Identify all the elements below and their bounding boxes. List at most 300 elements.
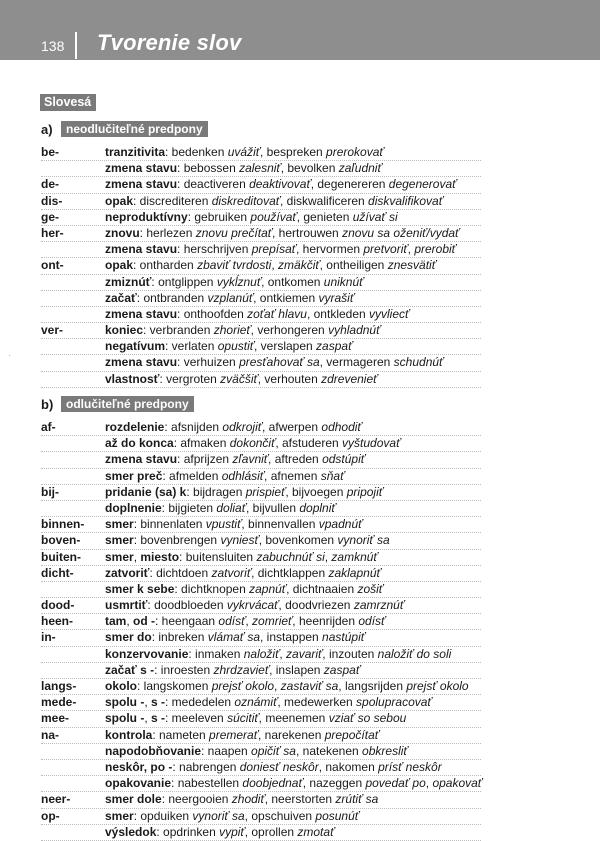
entry-translation: zavariť [286,646,323,661]
entry-word: , inzouten [322,646,378,661]
entry-translation: zamknúť [331,549,378,564]
entry-translation: pripojiť [346,484,383,499]
entry-word: : doodbloeden [147,598,227,613]
entry-translation: premerať [209,727,258,742]
entry-term: zmena stavu [105,355,178,370]
entry-word: : afmelden [162,468,222,483]
entry-text [105,614,385,629]
entry-text [105,226,459,241]
entry-translation: prepísať [251,242,297,257]
entry-term: zmiznúť [105,274,152,289]
entry-prefix: ver- [41,323,64,338]
entry-word: : ontbranden [136,290,208,305]
entry-term: opak [105,193,134,208]
entry-term: s - [151,695,166,710]
entry-text [105,744,408,759]
entry-term: neskôr, po - [105,759,173,774]
entry-prefix: boven- [41,533,81,548]
entry-text [105,161,382,176]
entry-row [41,630,481,646]
entry-text [105,323,380,338]
entry-word: , nazeggen [302,776,366,791]
entry-translation: vynoriť sa [192,808,245,823]
entry-term: znovu [105,225,140,240]
entry-term: začať s - [105,662,155,677]
entry-term: smer [105,549,134,564]
subsection-a-label: neodlučiteľné predpony [61,121,208,137]
entry-text [105,809,359,824]
entry-term: zmena stavu [105,177,178,192]
entry-word: : dichtdoen [149,565,212,580]
entry-prefix: de- [41,177,59,192]
entry-translation: sňať [320,468,345,483]
entry-word: , [133,549,141,564]
entry-word: : bebossen [177,161,240,176]
entry-translation: odhodiť [321,420,362,434]
entry-term: negatívum [105,339,166,354]
entry-word: : opduiken [133,808,193,823]
entry-translation: vyštudovať [342,436,401,451]
entry-term: zmena stavu [105,306,178,321]
entry-translation: vykrvácať [226,598,279,613]
entry-translation: vyrašiť [318,290,355,305]
entry-term: až do konca [105,436,174,451]
entry-text [105,469,344,484]
entry-translation: naložiť [243,646,280,661]
entry-translation: oznámiť [234,695,278,710]
entry-word: : inbreken [151,630,208,645]
subsection-b-letter: b) [41,397,54,412]
entry-text [105,307,409,322]
entry-word: , vermageren [319,355,394,370]
entry-translation: prerokovať [326,145,384,159]
entry-translation: súcitiť [227,711,259,726]
entry-prefix: bij- [41,484,59,499]
entry-text [105,582,383,597]
entry-row [41,242,481,258]
entry-text [105,598,404,613]
entry-term: miesto [140,549,180,564]
entry-row [41,355,481,371]
entry-word: , bijvoegen [285,484,347,499]
entry-word: , binnenvallen [241,517,319,532]
entry-row [41,226,481,242]
entry-text [105,517,362,532]
entry-word: : onthoofden [177,306,248,321]
entry-row [41,711,481,727]
entry-word: , [425,776,433,791]
page-number: 138 [41,38,65,54]
entry-word: : neergooien [161,792,232,807]
entries-list-b [41,420,481,841]
entry-row [41,372,481,388]
entry-word: , medewerken [277,695,357,710]
entry-word: : nameten [152,727,210,742]
entry-text [105,485,383,500]
entry-row [41,485,481,501]
entry-translation: zapnúť [249,581,287,596]
entry-word: , opschuiven [244,808,316,823]
entry-translation: zaľudniť [338,161,382,176]
entry-word: : bedenken [165,145,228,159]
entry-word: : meeleven [165,711,228,726]
entry-word: , bijvullen [245,500,300,515]
entry-prefix: mede- [41,695,77,710]
entry-word: , dichtklappen [251,565,329,580]
entry-translation: povedať po [365,776,426,791]
entry-word: : dichtknopen [174,581,250,596]
entry-translation: vynoriť sa [337,533,390,548]
entry-translation: znovu sa oženiť/vydať [342,225,460,240]
entry-word: : langskomen [137,679,212,693]
entry-term: smer [105,517,134,532]
entry-translation: prerobiť [414,242,456,257]
entry-text [105,452,365,467]
entry-text [105,177,456,192]
entry-text [105,647,451,662]
entry-prefix: op- [41,808,60,823]
entry-translation: doplniť [299,500,336,515]
entry-term: vlastnosť [105,371,160,386]
entries-list-a [41,145,481,388]
entry-word: , natekenen [295,743,363,758]
entry-word: , dichtnaaien [286,581,358,596]
entry-translation: prispieť [245,484,286,499]
entry-prefix: be- [41,145,59,159]
entry-translation: prejsť okolo [211,679,274,693]
entry-word: : vergroten [159,371,221,386]
entry-word: : nabestellen [171,776,243,791]
entry-row [41,161,481,177]
entry-text [105,760,442,775]
entry-prefix: na- [41,727,59,742]
entry-word: , doodvriezen [278,598,354,613]
entry-row [41,550,481,566]
entry-translation: znovu prečítať [195,225,273,240]
entry-text [105,291,354,306]
entry-row [41,533,481,549]
entry-prefix: in- [41,630,56,645]
entry-row [41,614,481,630]
entry-word: : heengaan [155,614,219,629]
entry-text [105,695,432,710]
entry-word: , aftreden [268,452,323,467]
entry-translation: odkrojiť [222,420,263,434]
entry-word: : afsnijden [164,420,223,434]
entry-word: , ontkomen [261,274,324,289]
entry-prefix: ge- [41,209,59,224]
entry-row [41,469,481,485]
entry-word: , inslapen [269,662,324,677]
entry-word: , hervormen [296,242,364,257]
entry-prefix: af- [41,420,56,434]
entry-text [105,550,378,565]
entry-translation: zhodiť [231,792,265,807]
entry-word: , bespreken [260,145,327,159]
entry-word: , ontkleden [306,306,370,321]
entry-word: : mededelen [165,695,235,710]
entry-row [41,436,481,452]
entry-word: : verlaten [165,339,218,354]
entry-row [41,825,481,841]
entry-word: , meenemen [258,711,329,726]
entry-row [41,210,481,226]
entry-term: zmena stavu [105,161,178,176]
entry-word: : ontharden [133,258,198,273]
entry-translation: zošiť [357,581,384,596]
entry-word: , bovenkomen [258,533,338,548]
entry-word: , narekenen [257,727,325,742]
entry-term: rozdelenie [105,420,165,434]
entry-term: s - [151,711,166,726]
entry-translation: odhlásiť [221,468,265,483]
entry-term: doplnenie [105,500,162,515]
entry-translation: zdrevenieť [321,371,378,386]
entry-term: od - [133,614,156,629]
entry-translation: prejsť okolo [406,679,469,693]
entry-translation: presťahovať sa [239,355,320,370]
entry-word: , diskwalificeren [280,193,369,208]
entry-term: smer preč [105,468,163,483]
entry-term: smer [105,808,134,823]
entry-translation: posunúť [315,808,360,823]
entry-word: , [144,711,151,726]
entry-text [105,630,365,645]
entry-term: opak [105,258,134,273]
entry-word: , afwerpen [262,420,322,434]
entry-prefix: ont- [41,258,64,273]
entry-text [105,792,378,807]
entry-translation: opičiť sa [251,743,296,758]
entry-word: : gebruiken [187,209,251,224]
entry-row [41,744,481,760]
entry-translation: doobjednať [242,776,303,791]
page-header [0,0,600,60]
entry-text [105,711,406,726]
entry-row [41,275,481,291]
entry-text [105,825,334,840]
entry-row [41,177,481,193]
entry-translation: opustiť [217,339,254,354]
entry-word: : buitensluiten [179,549,257,564]
entry-word: , [144,695,151,710]
section-label: Slovesá [40,94,96,111]
entry-word: , heenrijden [292,614,359,629]
entry-row [41,792,481,808]
entry-word: : inmaken [188,646,244,661]
entry-translation: schudnúť [393,355,444,370]
entry-word: , verhouten [257,371,322,386]
entry-row [41,695,481,711]
entry-prefix: binnen- [41,517,85,532]
entry-translation: degenerovať [388,177,457,192]
entry-translation: vyvliecť [369,306,410,321]
entry-word: : afmaken [173,436,230,451]
entry-text [105,436,400,451]
entry-translation: zľavniť [232,452,269,467]
entry-text [105,210,398,225]
entry-term: zmena stavu [105,242,178,257]
entry-word: : herschrijven [177,242,252,257]
entry-word: , [279,646,287,661]
entry-translation: uvážiť [227,145,260,159]
entry-word: : nabrengen [172,759,240,774]
entry-translation: obkresliť [362,743,408,758]
subsection-b-label: odlučiteľné predpony [61,396,194,412]
subsection-a-letter: a) [41,122,53,137]
entry-translation: zväčšiť [220,371,258,386]
entry-word: : ontglippen [151,274,217,289]
entry-term: tam [105,614,127,629]
entry-text [105,663,360,678]
entry-word: , verslapen [254,339,317,354]
entry-row [41,307,481,323]
entry-term: spolu - [105,711,145,726]
entry-translation: vyhladnúť [328,323,381,338]
entry-prefix: neer- [41,792,71,807]
entry-translation: prísť neskôr [378,759,442,774]
entry-translation: zaspať [323,662,361,677]
entry-term: zatvoriť [105,565,150,580]
entry-text [105,258,436,273]
entry-word: , genieten [296,209,353,224]
entry-term: usmrtiť [105,598,148,613]
entry-text [105,194,443,209]
entry-term: smer do [105,630,152,645]
entry-word: , bevolken [280,161,339,176]
entry-text [105,339,352,354]
entry-translation: vziať so sebou [328,711,407,726]
entry-text [105,372,377,387]
entry-translation: doliať [216,500,246,515]
entry-row [41,598,481,614]
entry-word: , ontheiligen [319,258,388,273]
entry-term: výsledok [105,824,157,839]
entry-translation: uniknúť [323,274,364,289]
page-title: Tvorenie slov [97,30,242,55]
entry-translation: vypiť [219,824,245,839]
entry-word: : bovenbrengen [133,533,221,548]
entry-term: napodobňovanie [105,743,201,758]
entry-translation: vlámať sa [207,630,260,645]
entry-translation: zabuchnúť si [256,549,325,564]
entry-word: , afstuderen [275,436,343,451]
entry-row [41,679,481,695]
entry-term: opakovanie [105,776,172,791]
entry-row [41,420,481,436]
entry-row [41,258,481,274]
entry-term: začať [105,290,137,305]
entry-term: okolo [105,679,137,693]
entry-word: , [126,614,134,629]
entry-term: spolu - [105,695,145,710]
header-divider [75,32,77,59]
entry-word: , instappen [260,630,323,645]
entry-translation: vykĺznuť [216,274,262,289]
entry-translation: zastaviť sa [280,679,339,693]
entry-row [41,339,481,355]
entry-translation: vpustiť [205,517,242,532]
entry-translation: spolupracovať [356,695,432,710]
entry-row [41,291,481,307]
entry-word: , neerstorten [264,792,336,807]
entry-word: : verhuizen [177,355,240,370]
entry-text [105,420,362,435]
entry-translation: zamrznúť [353,598,405,613]
entry-word: : bijgieten [161,500,217,515]
margin-mark: · [8,350,12,361]
entry-text [105,566,381,581]
entry-word: , hertrouwen [272,225,343,240]
entry-term: tranzitivita [105,145,166,159]
entry-word: , langsrijden [338,679,407,693]
entry-translation: nastúpiť [322,630,365,645]
entry-translation: deaktivovať [249,177,311,192]
entry-word: , afnemen [264,468,321,483]
entry-word: : inroesten [154,662,214,677]
entry-word: : herlezen [139,225,196,240]
entry-text [105,242,456,257]
entry-word: : binnenlaten [133,517,206,532]
entry-row [41,582,481,598]
entry-row [41,517,481,533]
entry-translation: vzplanúť [207,290,254,305]
entry-text [105,679,469,694]
entry-word: : naapen [201,743,252,758]
entry-word: : opdrinken [156,824,220,839]
entry-term: konzervovanie [105,646,189,661]
entry-translation: odísť [218,614,246,629]
entry-word: , ontkiemen [253,290,319,305]
entry-word: : verbranden [143,323,214,338]
entry-term: neproduktívny [105,209,188,224]
entry-translation: doniesť neskôr [239,759,319,774]
entry-translation: zmotať [297,824,335,839]
entry-prefix: dis- [41,193,63,208]
entry-prefix: mee- [41,711,70,726]
entry-translation: zhorieť [213,323,251,338]
entry-translation: diskreditovať [211,193,280,208]
entry-translation: odstúpiť [322,452,366,467]
entry-word: , oprollen [244,824,298,839]
entry-text [105,145,384,160]
entry-translation: zaspať [316,339,353,354]
entry-word: , [274,679,281,693]
entry-translation: odísť [358,614,386,629]
entry-row [41,452,481,468]
entry-word: , degenereren [310,177,389,192]
entry-translation: zalesniť [239,161,281,176]
entry-text [105,501,336,516]
entry-row [41,647,481,663]
entry-term: smer dole [105,792,162,807]
entry-word: , [245,614,253,629]
entry-word: , [271,258,279,273]
entry-term: smer k sebe [105,581,175,596]
entry-word: , [324,549,332,564]
entry-prefix: langs- [41,679,77,693]
entry-translation: zrútiť sa [335,792,379,807]
entry-row [41,194,481,210]
entry-word: : discrediteren [133,193,212,208]
entry-translation: prepočítať [324,727,379,742]
entry-term: kontrola [105,727,153,742]
entry-row [41,760,481,776]
entry-row [41,566,481,582]
entry-row [41,809,481,825]
entry-word: , verhongeren [250,323,329,338]
entry-translation: zmäkčiť [278,258,320,273]
